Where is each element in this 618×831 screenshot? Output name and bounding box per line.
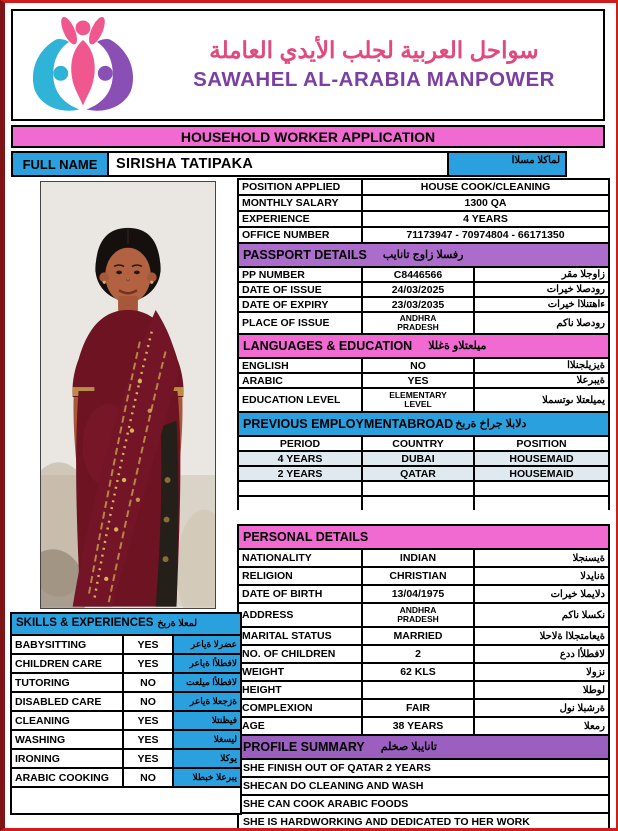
column-header: PERIOD xyxy=(238,436,362,451)
skill-label: CHILDREN CARE xyxy=(11,654,123,673)
table-row xyxy=(238,211,609,227)
field-label: NO. OF CHILDREN xyxy=(238,645,362,663)
field-label: MONTHLY SALARY xyxy=(238,195,362,211)
field-value: 13/04/1975 xyxy=(362,585,474,603)
profile-summary-line: SHE IS HARDWORKING AND DEDICATED TO HER WORK xyxy=(237,812,610,831)
field-label-arabic: ةيسنجلا xyxy=(474,549,609,567)
skill-label-arabic: لافطلأا ةياعر xyxy=(173,654,241,673)
section-title-arabic: تانايبلا صخلم xyxy=(380,740,437,753)
field-label-arabic: نكسلا ناكم xyxy=(474,603,609,627)
section-title-arabic: ميلعتلاو ةغللا xyxy=(428,339,487,352)
field-label: AGE xyxy=(238,717,362,735)
skill-value: YES xyxy=(123,730,173,749)
brand-text xyxy=(153,39,603,91)
table-row xyxy=(11,711,241,730)
table-row xyxy=(238,681,609,699)
field-label-arabic: زاوجلا مقر xyxy=(474,267,609,282)
table-row xyxy=(238,481,609,496)
field-label-arabic: لافطلأا ددع xyxy=(474,645,609,663)
passport-details-header xyxy=(237,242,610,268)
cell-period xyxy=(238,481,362,496)
table-row xyxy=(238,388,609,412)
empty-cell xyxy=(11,787,241,814)
field-label-arabic: نزولا xyxy=(474,663,609,681)
table-row xyxy=(238,195,609,211)
family-logo-icon xyxy=(20,14,146,116)
table-row xyxy=(11,787,241,814)
section-title-arabic: دلابلا جراخ ةربخ xyxy=(455,417,527,430)
column-header: COUNTRY xyxy=(362,436,474,451)
field-value: C8446566 xyxy=(362,267,474,282)
profile-summary-line: SHE FINISH OUT OF QATAR 2 YEARS xyxy=(237,758,610,778)
table-row xyxy=(11,635,241,654)
field-value: 23/03/2035 xyxy=(362,297,474,312)
field-label: ENGLISH xyxy=(238,358,362,373)
field-label: ARABIC xyxy=(238,373,362,388)
field-value: FAIR xyxy=(362,699,474,717)
field-label-arabic: ءاهتنلاا خيرات xyxy=(474,297,609,312)
table-row xyxy=(238,227,609,243)
personal-details-header xyxy=(237,524,610,550)
field-label: OFFICE NUMBER xyxy=(238,227,362,243)
form-title: HOUSEHOLD WORKER APPLICATION xyxy=(11,125,605,148)
field-value: MARRIED xyxy=(362,627,474,645)
cell-position xyxy=(474,481,609,496)
field-label: HEIGHT xyxy=(238,681,362,699)
cell-period xyxy=(238,496,362,511)
skills-column xyxy=(10,612,242,815)
table-row xyxy=(238,451,609,466)
field-label-arabic: يميلعتلا ىوتسملا xyxy=(474,388,609,412)
passport-details-table xyxy=(237,266,610,335)
field-value-text: ANDHRA PRADESH xyxy=(397,604,439,624)
field-value: YES xyxy=(362,373,474,388)
table-row xyxy=(238,645,609,663)
skill-label: BABYSITTING xyxy=(11,635,123,654)
field-label-arabic: ةرشبلا نول xyxy=(474,699,609,717)
field-label-arabic: دلايملا خيرات xyxy=(474,585,609,603)
field-label: RELIGION xyxy=(238,567,362,585)
table-row xyxy=(238,373,609,388)
brand-arabic-name: سواحل العربية لجلب الأيدي العاملة xyxy=(209,37,539,64)
field-label-arabic: ةيزيلجنلاا xyxy=(474,358,609,373)
table-row xyxy=(238,297,609,312)
field-value: CHRISTIAN xyxy=(362,567,474,585)
field-value xyxy=(362,603,474,627)
field-label: ADDRESS xyxy=(238,603,362,627)
previous-employment-table xyxy=(237,435,610,512)
field-label: WEIGHT xyxy=(238,663,362,681)
field-label: EXPERIENCE xyxy=(238,211,362,227)
table-row xyxy=(11,768,241,787)
table-row xyxy=(238,699,609,717)
field-label: COMPLEXION xyxy=(238,699,362,717)
personal-details-table xyxy=(237,548,610,736)
table-row xyxy=(238,717,609,735)
table-row xyxy=(238,627,609,645)
column-header: POSITION xyxy=(474,436,609,451)
full-name-row xyxy=(11,151,567,177)
section-title: PREVIOUS EMPLOYMENTABROAD xyxy=(243,416,454,431)
details-column xyxy=(237,178,610,831)
skills-experiences-header xyxy=(10,612,242,636)
cell-country: QATAR xyxy=(362,466,474,481)
brand-header xyxy=(11,9,605,121)
table-row xyxy=(11,692,241,711)
skill-value: YES xyxy=(123,654,173,673)
field-value: 24/03/2025 xyxy=(362,282,474,297)
cell-country xyxy=(362,481,474,496)
skill-label-arabic: يوكلا xyxy=(173,749,241,768)
cell-period: 2 YEARS xyxy=(238,466,362,481)
applicant-photo xyxy=(40,181,216,609)
field-label: NATIONALITY xyxy=(238,549,362,567)
field-value: 1300 QA xyxy=(362,195,609,211)
table-row xyxy=(238,312,609,334)
skill-label-arabic: ةزجعلا ةياعر xyxy=(173,692,241,711)
field-value-text: ANDHRA PRADESH xyxy=(397,312,439,332)
company-logo-icon xyxy=(13,12,153,118)
section-title: PROFILE SUMMARY xyxy=(243,739,365,754)
field-label: DATE OF BIRTH xyxy=(238,585,362,603)
table-row xyxy=(238,179,609,195)
field-label: MARITAL STATUS xyxy=(238,627,362,645)
table-row xyxy=(238,603,609,627)
table-row xyxy=(238,549,609,567)
field-label-arabic: رمعلا xyxy=(474,717,609,735)
skill-label-arabic: عضرلا ةياعر xyxy=(173,635,241,654)
table-row xyxy=(238,466,609,481)
previous-employment-header xyxy=(237,411,610,437)
table-row xyxy=(238,282,609,297)
skill-label: CLEANING xyxy=(11,711,123,730)
field-value: 71173947 - 70974804 - 66171350 xyxy=(362,227,609,243)
skill-label: ARABIC COOKING xyxy=(11,768,123,787)
cell-country xyxy=(362,496,474,511)
field-label-arabic: لوطلا xyxy=(474,681,609,699)
field-label: PP NUMBER xyxy=(238,267,362,282)
profile-summary-line: SHECAN DO CLEANING AND WASH xyxy=(237,776,610,796)
skill-value: NO xyxy=(123,768,173,787)
field-value xyxy=(362,312,474,334)
table-row xyxy=(11,654,241,673)
full-name-label: FULL NAME xyxy=(11,151,109,177)
table-row xyxy=(238,358,609,373)
skill-value: YES xyxy=(123,711,173,730)
table-row xyxy=(238,496,609,511)
skill-label: TUTORING xyxy=(11,673,123,692)
languages-education-table xyxy=(237,357,610,413)
full-name-value: SIRISHA TATIPAKA xyxy=(107,151,449,177)
skill-label: WASHING xyxy=(11,730,123,749)
table-row xyxy=(238,267,609,282)
skill-value: NO xyxy=(123,673,173,692)
cell-position xyxy=(474,496,609,511)
skill-label-arabic: يبرعلا خبطلا xyxy=(173,768,241,787)
skill-value: NO xyxy=(123,692,173,711)
profile-summary-line: SHE CAN COOK ARABIC FOODS xyxy=(237,794,610,814)
skill-value: YES xyxy=(123,749,173,768)
skill-label-arabic: لافطلأا ميلعت xyxy=(173,673,241,692)
table-row xyxy=(11,673,241,692)
field-value: 2 xyxy=(362,645,474,663)
skill-label: DISABLED CARE xyxy=(11,692,123,711)
field-value: HOUSE COOK/CLEANING xyxy=(362,179,609,195)
field-label: DATE OF EXPIRY xyxy=(238,297,362,312)
section-title: PERSONAL DETAILS xyxy=(243,529,369,544)
skill-label: IRONING xyxy=(11,749,123,768)
field-label-arabic: ةيعامتجلاا ةلاحلا xyxy=(474,627,609,645)
table-row xyxy=(238,585,609,603)
section-title: PASSPORT DETAILS xyxy=(243,247,367,262)
field-label-arabic: رودصلا ناكم xyxy=(474,312,609,334)
field-value: INDIAN xyxy=(362,549,474,567)
section-title: LANGUAGES & EDUCATION xyxy=(243,338,413,353)
table-row xyxy=(11,749,241,768)
field-value: NO xyxy=(362,358,474,373)
field-label: PLACE OF ISSUE xyxy=(238,312,362,334)
skill-label-arabic: فيظنتلا xyxy=(173,711,241,730)
field-value xyxy=(362,681,474,699)
section-title: SKILLS & EXPERIENCES xyxy=(16,617,154,630)
field-value xyxy=(362,388,474,412)
table-row xyxy=(238,567,609,585)
field-label: EDUCATION LEVEL xyxy=(238,388,362,412)
field-label-arabic: ةنايدلا xyxy=(474,567,609,585)
field-label-arabic: ةيبرعلا xyxy=(474,373,609,388)
skill-label-arabic: ليسغلا xyxy=(173,730,241,749)
table-row xyxy=(238,663,609,681)
application-basics-table xyxy=(237,178,610,244)
field-value: 62 KLS xyxy=(362,663,474,681)
field-label-arabic: رودصلا خيرات xyxy=(474,282,609,297)
table-row xyxy=(11,730,241,749)
skills-table xyxy=(10,634,242,815)
table-header-row xyxy=(238,436,609,451)
section-title-arabic: رفسلا زاوج تانايب xyxy=(382,248,464,261)
profile-summary-header xyxy=(237,734,610,760)
languages-education-header xyxy=(237,333,610,359)
cell-position: HOUSEMAID xyxy=(474,466,609,481)
skill-value: YES xyxy=(123,635,173,654)
full-name-label-arabic: لماكلا مسلاا xyxy=(447,151,567,177)
field-value: 38 YEARS xyxy=(362,717,474,735)
cell-country: DUBAI xyxy=(362,451,474,466)
cell-period: 4 YEARS xyxy=(238,451,362,466)
field-value-text: ELEMENTARY LEVEL xyxy=(389,389,447,409)
field-label: DATE OF ISSUE xyxy=(238,282,362,297)
brand-english-name: SAWAHEL AL-ARABIA MANPOWER xyxy=(193,68,555,92)
field-label: POSITION APPLIED xyxy=(238,179,362,195)
applicant-photo-image xyxy=(41,182,215,608)
cell-position: HOUSEMAID xyxy=(474,451,609,466)
field-value: 4 YEARS xyxy=(362,211,609,227)
section-title-arabic: لمعلا ةربخ xyxy=(157,618,198,630)
